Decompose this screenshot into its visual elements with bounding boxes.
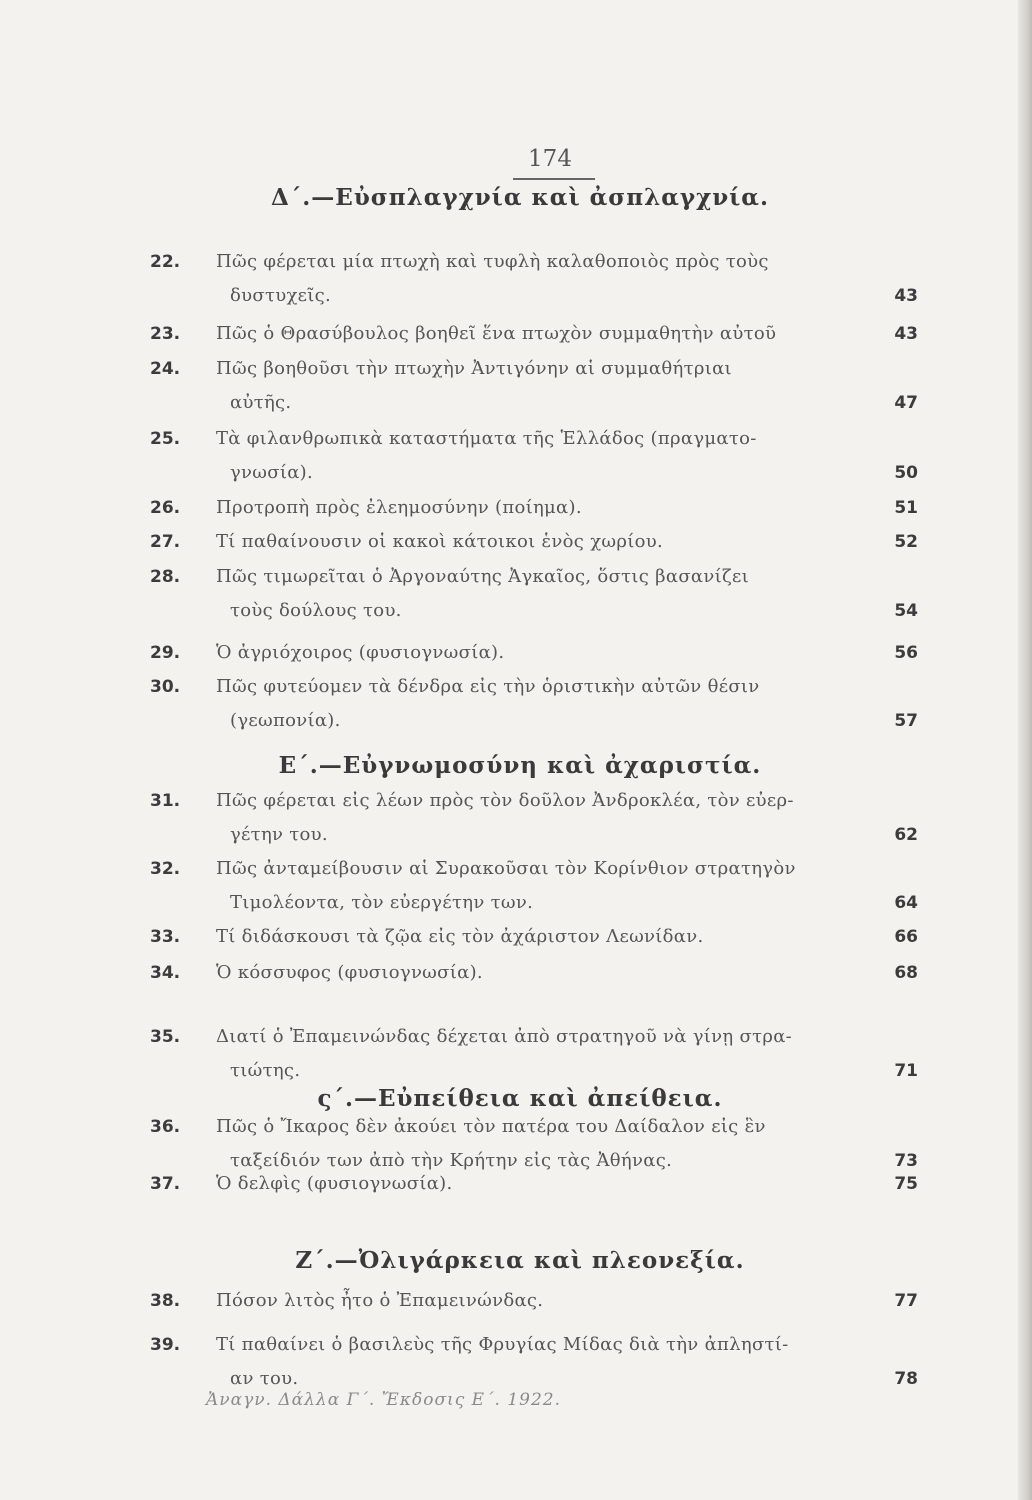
entry-page-number: 43 [894, 286, 918, 306]
entry-title-continuation: γνωσία). [230, 462, 314, 483]
entry-number: 38. [150, 1291, 181, 1311]
entry-title-continuation: αν του. [230, 1368, 299, 1389]
section-heading: Ζ΄.—Ὀλιγάρκεια καὶ πλεονεξία. [295, 1247, 745, 1274]
entry-title: Πῶς βοηθοῦσι τὴν πτωχὴν Ἀντιγόνην αἱ συμμαθήτριαι [216, 358, 732, 379]
entry-title-continuation: δυστυχεῖς. [230, 285, 332, 306]
entry-number: 32. [150, 859, 181, 879]
entry-title: Πῶς φέρεται εἰς λέων πρὸς τὸν δοῦλον Ἀνδροκλέα, τὸν εὐερ- [216, 790, 794, 811]
entry-page-number: 71 [894, 1061, 918, 1081]
section-heading: Δ΄.—Εὐσπλαγχνία καὶ ἀσπλαγχνία. [270, 184, 770, 211]
entry-page-number: 75 [894, 1174, 918, 1194]
entry-page-number: 68 [894, 963, 918, 983]
section-heading: Ε΄.—Εὐγνωμοσύνη καὶ ἀχαριστία. [278, 752, 762, 779]
entry-title-continuation: Τιμολέοντα, τὸν εὐεργέτην των. [230, 892, 534, 913]
entry-title: Ὁ δελφὶς (φυσιογνωσία). [216, 1173, 453, 1194]
toc-entry [150, 1284, 918, 1318]
entry-number: 39. [150, 1335, 181, 1355]
entry-title: Διατί ὁ Ἐπαμεινώνδας δέχεται ἀπὸ στρατηγοῦ νὰ γίνῃ στρα- [216, 1026, 793, 1047]
section-heading: ς΄.—Εὐπείθεια καὶ ἀπείθεια. [317, 1085, 723, 1112]
entry-number: 35. [150, 1027, 181, 1047]
entry-title: Τί παθαίνουσιν οἱ κακοὶ κάτοικοι ἑνὸς χωρίου. [216, 531, 664, 552]
entry-number: 28. [150, 567, 181, 587]
entry-title: Πῶς ὁ Ἴκαρος δὲν ἀκούει τὸν πατέρα του Δαίδαλον εἰς ἓν [216, 1116, 766, 1137]
entry-page-number: 51 [894, 498, 918, 518]
entry-number: 30. [150, 677, 181, 697]
page-number: 174 [528, 146, 572, 172]
page-number-rule [513, 178, 595, 180]
entry-page-number: 57 [894, 711, 918, 731]
entry-title: Πῶς φέρεται μία πτωχὴ καὶ τυφλὴ καλαθοποιὸς πρὸς τοὺς [216, 251, 769, 272]
entry-title-continuation: τοὺς δούλους του. [230, 600, 402, 621]
entry-title: Τὰ φιλανθρωπικὰ καταστήματα τῆς Ἑλλάδος (πραγματο- [216, 428, 757, 449]
toc-entry [150, 525, 918, 559]
entry-number: 31. [150, 791, 181, 811]
entry-title: Ὁ κόσσυφος (φυσιογνωσία). [216, 962, 483, 983]
entry-title-continuation: τιώτης. [230, 1060, 301, 1081]
entry-page-number: 47 [894, 393, 918, 413]
entry-title-continuation: αὐτῆς. [230, 392, 292, 413]
entry-number: 34. [150, 963, 181, 983]
toc-entry [150, 1020, 918, 1088]
entry-number: 27. [150, 532, 181, 552]
toc-entry [150, 352, 918, 420]
entry-number: 26. [150, 498, 181, 518]
entry-page-number: 62 [894, 825, 918, 845]
entry-title-continuation: ταξείδιόν των ἀπὸ τὴν Κρήτην εἰς τὰς Ἀθήνας. [230, 1150, 673, 1171]
toc-entry [150, 956, 918, 990]
entry-page-number: 52 [894, 532, 918, 552]
entry-title: Πῶς τιμωρεῖται ὁ Ἀργοναύτης Ἀγκαῖος, ὅστις βασανίζει [216, 566, 750, 587]
entry-page-number: 73 [894, 1151, 918, 1171]
toc-entry [150, 920, 918, 954]
toc-entry [150, 317, 918, 351]
entry-title: Πόσον λιτὸς ἦτο ὁ Ἐπαμεινώνδας. [216, 1290, 544, 1311]
entry-title: Πῶς ὁ Θρασύβουλος βοηθεῖ ἕνα πτωχὸν συμμαθητὴν αὐτοῦ [216, 323, 777, 344]
toc-entry [150, 636, 918, 670]
footer-imprint: Ἀναγν. Δάλλα Γ΄. Ἔκδοσις Ε΄. 1922. [206, 1390, 562, 1410]
entry-number: 23. [150, 324, 181, 344]
entry-page-number: 64 [894, 893, 918, 913]
entry-number: 33. [150, 927, 181, 947]
entry-page-number: 56 [894, 643, 918, 663]
toc-entry [150, 245, 918, 313]
toc-entry [150, 1167, 918, 1201]
entry-title: Τί παθαίνει ὁ βασιλεὺς τῆς Φρυγίας Μίδας διὰ τὴν ἀπληστί- [216, 1334, 789, 1355]
entry-title: Ὁ ἀγριόχοιρος (φυσιογνωσία). [216, 642, 505, 663]
entry-title-continuation: (γεωπονία). [230, 710, 341, 731]
toc-entry [150, 852, 918, 920]
entry-page-number: 54 [894, 601, 918, 621]
entry-title: Προτροπὴ πρὸς ἐλεημοσύνην (ποίημα). [216, 497, 582, 518]
entry-number: 37. [150, 1174, 181, 1194]
entry-title-continuation: γέτην του. [230, 824, 328, 845]
entry-number: 24. [150, 359, 181, 379]
entry-number: 36. [150, 1117, 181, 1137]
toc-entry [150, 491, 918, 525]
toc-entry [150, 422, 918, 490]
toc-entry [150, 560, 918, 628]
toc-entry [150, 670, 918, 738]
entry-page-number: 77 [894, 1291, 918, 1311]
toc-entry [150, 784, 918, 852]
entry-page-number: 43 [894, 324, 918, 344]
entry-number: 29. [150, 643, 181, 663]
entry-title: Πῶς ἀνταμείβουσιν αἱ Συρακοῦσαι τὸν Κορίνθιον στρατηγὸν [216, 858, 796, 879]
entry-page-number: 66 [894, 927, 918, 947]
entry-title: Τί διδάσκουσι τὰ ζῷα εἰς τὸν ἀχάριστον Λεωνίδαν. [216, 926, 704, 947]
page-edge [1018, 0, 1032, 1500]
entry-page-number: 50 [894, 463, 918, 483]
entry-title: Πῶς φυτεύομεν τὰ δένδρα εἰς τὴν ὁριστικὴν αὐτῶν θέσιν [216, 676, 760, 697]
entry-number: 25. [150, 429, 181, 449]
entry-page-number: 78 [894, 1369, 918, 1389]
toc-entry [150, 1328, 918, 1396]
entry-number: 22. [150, 252, 181, 272]
